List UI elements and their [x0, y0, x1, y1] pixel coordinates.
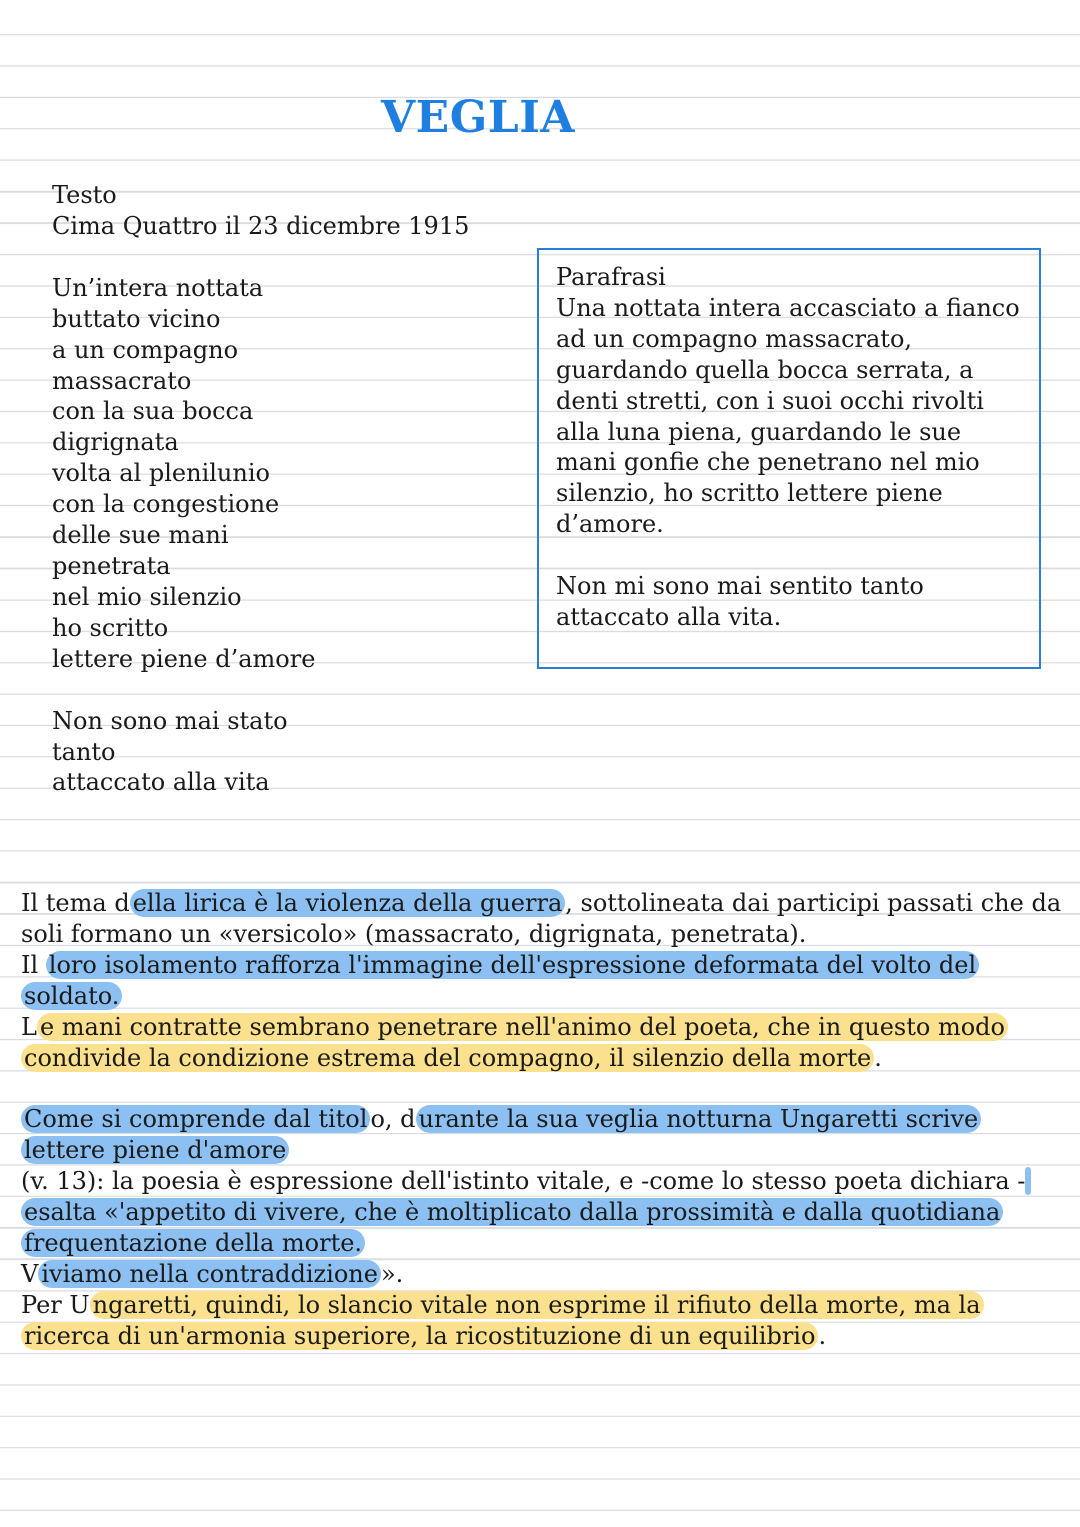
parafrasi-box	[537, 248, 1041, 669]
text-run: Il tema d	[21, 889, 130, 917]
parafrasi-paragraph: Non mi sono mai sentito tanto attaccato alla vita.	[556, 572, 924, 631]
text-run: Per U	[21, 1290, 90, 1319]
text-run: (v. 13): la poesia è espressione dell'istinto vitale, e -come lo stesso poeta dichiara -	[21, 1167, 1026, 1196]
text-run: .	[874, 1043, 882, 1072]
text-run: L	[21, 1012, 37, 1041]
blue-highlight: ella lirica è la violenza della guerra	[130, 889, 566, 917]
poem-line: Non sono mai stato	[52, 706, 288, 735]
page-title: VEGLIA	[381, 92, 575, 143]
poem-line: attaccato alla vita	[52, 768, 270, 797]
blue-highlight: esalta «'appetito di vivere, che è moltiplicato dalla prossimità e dalla quotidiana frequentazione della morte.	[21, 1167, 1031, 1257]
commentary-paragraph	[21, 1012, 1066, 1074]
poem-heading: Testo	[52, 181, 117, 209]
stanza-gap	[52, 675, 522, 706]
commentary-paragraph	[21, 1166, 1066, 1259]
text-run: ».	[380, 1259, 404, 1288]
poem-line: con la congestione	[52, 490, 280, 519]
commentary-paragraph	[21, 888, 1066, 950]
commentary	[21, 888, 1066, 1352]
poem-line: con la sua bocca	[52, 397, 254, 426]
poem-line: delle sue mani	[52, 521, 229, 550]
poem-line: ho scritto	[52, 613, 169, 642]
poem-line: Un’intera nottata	[52, 273, 264, 302]
poem-line: a un compagno	[52, 335, 239, 364]
blue-highlight: Come si comprende dal titol	[21, 1105, 370, 1133]
paragraph-gap	[21, 1073, 1066, 1104]
text-run: .	[818, 1321, 827, 1350]
poem-line: volta al plenilunio	[52, 459, 270, 488]
poem-dateline: Cima Quattro il 23 dicembre 1915	[52, 211, 470, 240]
yellow-highlight: ngaretti, quindi, lo slancio vitale non esprime il rifiuto della morte, ma la ricerca di un'armonia superiore, la ricostituzione di un equilibrio	[21, 1291, 984, 1350]
poem-line: massacrato	[52, 366, 192, 395]
poem-line: penetrata	[52, 551, 171, 580]
blue-highlight: urante la sua veglia notturna Ungaretti scrive lettere piene d'amore	[21, 1105, 981, 1164]
commentary-paragraph	[21, 1290, 1066, 1352]
poem-line: tanto	[52, 737, 116, 766]
stanza-gap	[52, 242, 522, 273]
yellow-highlight: e mani contratte sembrano penetrare nell'animo del poeta, che in questo modo condivide la condizione estrema del compagno, il silenzio della morte	[21, 1013, 1008, 1072]
commentary-paragraph	[21, 950, 1066, 1012]
text-run: , sottolineata dai participi passati che da soli formano un «versicolo» (massacrato, digrignata, penetrata).	[21, 889, 1062, 948]
blue-highlight: loro isolamento rafforza l'immagine dell'espressione deformata del volto del soldato.	[21, 951, 979, 1010]
poem-text	[52, 180, 522, 798]
poem-line: lettere piene d’amore	[52, 644, 316, 673]
parafrasi-heading: Parafrasi	[556, 263, 666, 291]
blue-highlight: iviamo nella contraddizione	[38, 1260, 381, 1288]
text-run: V	[21, 1259, 39, 1288]
parafrasi-paragraph: Una nottata intera accasciato a fianco ad un compagno massacrato, guardando quella bocca serrata, a denti stretti, con i suoi occhi rivolti alla luna piena, guardando le sue mani gonfie che penetrano nel mio silenzio, ho scritto lettere piene d’amore.	[556, 293, 1020, 539]
text-run: Il	[21, 950, 46, 979]
text-run: o, d	[370, 1105, 416, 1134]
commentary-paragraph	[21, 1104, 1066, 1166]
poem-line: buttato vicino	[52, 304, 221, 333]
poem-line: nel mio silenzio	[52, 582, 242, 611]
commentary-paragraph	[21, 1259, 1066, 1290]
poem-line: digrignata	[52, 428, 179, 457]
